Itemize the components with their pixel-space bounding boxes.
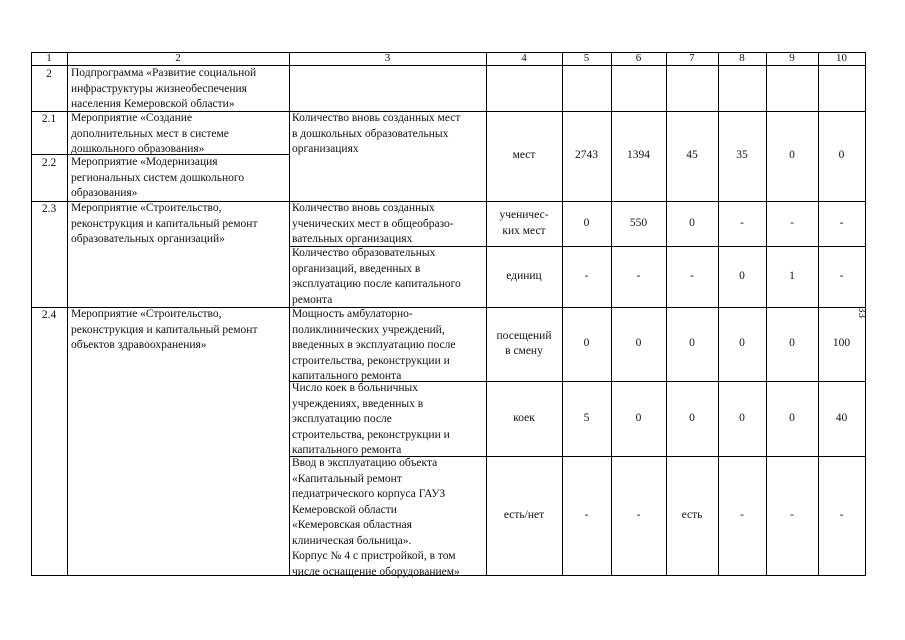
measure-name: Мероприятие «Модернизация региональных систем дошкольного образования» (71, 156, 245, 199)
value-cell: 0 (739, 411, 745, 424)
value-cell: - (839, 269, 844, 282)
indicator-name: Количество вновь созданных мест в дошкольных образовательных организациях (292, 112, 461, 155)
row-number: 2 (46, 68, 52, 80)
row-number: 2.3 (41, 203, 57, 215)
measure-name: Мероприятие «Строительство, реконструкция и капитальный ремонт объектов здравоохранения» (71, 308, 258, 351)
measure-name: Мероприятие «Строительство, реконструкция и капитальный ремонт образовательных организаций» (71, 202, 258, 245)
indicator-name: Число коек в больничных учреждениях, введенных в эксплуатацию после строительства, реконструкции и капитального ремонта (292, 382, 450, 456)
value-cell: есть (681, 508, 703, 521)
row-number: 2.1 (41, 113, 57, 125)
page-number: 33 (856, 307, 868, 318)
unit-cell: мест (512, 149, 536, 162)
row-number: 2.4 (41, 309, 57, 321)
column-header: 9 (789, 52, 795, 64)
value-cell: - (740, 508, 744, 521)
unit-cell: есть/нет (503, 508, 545, 521)
column-divider (67, 52, 68, 576)
column-header: 2 (175, 52, 181, 64)
value-cell: 2743 (575, 149, 598, 162)
unit-cell: коек (513, 411, 535, 424)
value-cell: - (584, 508, 589, 521)
column-divider (289, 52, 290, 576)
value-cell: 0 (583, 337, 590, 350)
indicator-name: Мощность амбулаторно- поликлинических учреждений, введенных в эксплуатацию после строительства, реконструкции и капитального ремонта (292, 308, 456, 382)
value-cell: - (636, 508, 641, 521)
value-cell: - (839, 508, 844, 521)
indicator-name: Количество вновь созданных ученических мест в общеобразо- вательных организациях (292, 202, 454, 245)
value-cell: - (636, 269, 641, 282)
value-cell: 550 (629, 216, 648, 229)
value-cell: 0 (838, 149, 845, 162)
value-cell: 0 (789, 411, 795, 424)
value-cell: 1 (789, 269, 795, 282)
value-cell: 35 (736, 149, 748, 162)
indicator-name: Количество образовательных организаций, введенных в эксплуатацию после капитального ремонта (292, 247, 461, 306)
value-cell: - (839, 216, 844, 229)
column-header: 1 (46, 52, 52, 64)
unit-cell: ученичес- ких мест (499, 209, 549, 237)
value-cell: - (740, 216, 744, 229)
indicator-name: Ввод в эксплуатацию объекта «Капитальный ремонт педиатрического корпуса ГАУЗ Кемеровской области «Кемеровская областная клиническая больница». Корпус № 4 с пристройкой, в том числе оснащение оборудованием» (292, 457, 460, 578)
value-cell: 0 (789, 337, 795, 350)
value-cell: 0 (739, 337, 745, 350)
unit-cell: посещений в смену (496, 329, 552, 357)
column-header: 7 (689, 52, 695, 64)
row-number: 2.2 (41, 157, 57, 169)
program-name: Подпрограмма «Развитие социальной инфраструктуры жизнеобеспечения населения Кемеровской области» (71, 67, 257, 110)
value-cell: 0 (739, 269, 745, 282)
value-cell: - (690, 269, 694, 282)
value-cell: 5 (583, 411, 590, 424)
column-header: 6 (635, 52, 642, 64)
value-cell: 0 (583, 216, 590, 229)
value-cell: 40 (835, 411, 848, 424)
column-header: 10 (836, 52, 847, 64)
column-header: 8 (739, 52, 745, 64)
value-cell: 0 (689, 216, 695, 229)
value-cell: 0 (789, 149, 795, 162)
value-cell: 45 (686, 149, 698, 162)
value-cell: 100 (832, 337, 851, 350)
value-cell: 0 (689, 337, 695, 350)
column-header: 3 (384, 52, 391, 64)
value-cell: 1394 (627, 149, 650, 162)
value-cell: 0 (635, 411, 642, 424)
value-cell: - (790, 508, 794, 521)
value-cell: - (790, 216, 794, 229)
unit-cell: единиц (506, 269, 542, 282)
measure-name: Мероприятие «Создание дополнительных мест в системе дошкольного образования» (71, 112, 229, 155)
value-cell: 0 (689, 411, 695, 424)
column-header: 5 (583, 52, 590, 64)
value-cell: - (584, 269, 589, 282)
column-header: 4 (521, 52, 527, 64)
value-cell: 0 (635, 337, 642, 350)
